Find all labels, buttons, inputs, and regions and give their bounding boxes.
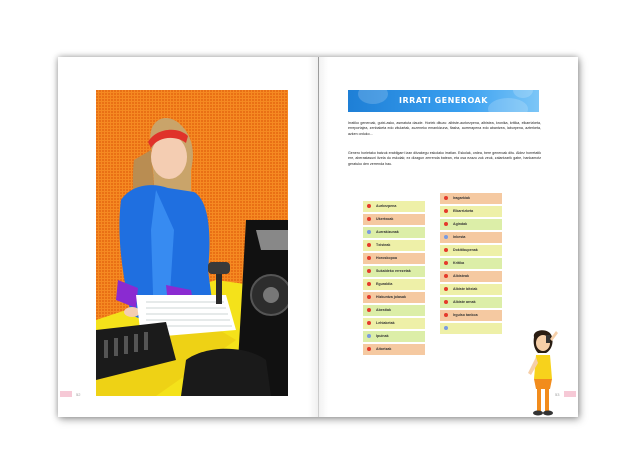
genre-item — [440, 284, 502, 295]
genre-item — [363, 318, 425, 329]
genre-item — [363, 266, 425, 277]
genre-item — [440, 232, 502, 243]
genre-label: Albiste bitxiak — [453, 287, 478, 291]
genre-column-1 — [363, 201, 425, 357]
genre-item — [440, 245, 502, 256]
page-number-left: 52 — [76, 392, 81, 397]
section-title-bar — [348, 90, 539, 112]
bullet-dot-icon — [367, 230, 371, 234]
genre-label: Eguraldia — [376, 282, 393, 286]
intro-paragraph-2: Genero horietako batzuk erabilgarri izan ditzakegu eskolako irratian. Eskolak, ordea, bere generoak ditu. Aldez horretatik ere, aberastasuni itzela du eskolak; ez dizagun zerrenda batean, eta osa ezazu zuk zeuk, zalantzarik gabe, hankamotz geratuko den zerrenda hau. — [348, 151, 541, 166]
genre-label: Sukaldeko errezetak — [376, 269, 411, 273]
bullet-dot-icon — [444, 235, 448, 239]
page-tab-right — [564, 391, 576, 397]
cartoon-girl-illustration — [520, 327, 570, 419]
bullet-dot-icon — [367, 334, 371, 338]
genre-item — [363, 253, 425, 264]
bullet-dot-icon — [367, 243, 371, 247]
genre-item — [363, 344, 425, 355]
genre-item — [440, 310, 502, 321]
page-title: IRRATI GENEROAK — [399, 96, 488, 105]
genre-item — [363, 305, 425, 316]
bullet-dot-icon — [444, 196, 448, 200]
bullet-dot-icon — [367, 269, 371, 273]
bullet-dot-icon — [367, 217, 371, 221]
bullet-dot-icon — [367, 321, 371, 325]
genre-item — [440, 206, 502, 217]
bullet-dot-icon — [367, 282, 371, 286]
genre-label: Ukertxoak — [376, 217, 394, 221]
genre-item — [363, 292, 425, 303]
bullet-dot-icon — [444, 261, 448, 265]
book-gutter — [318, 57, 319, 417]
photo-illustration — [96, 90, 288, 396]
bullet-dot-icon — [444, 313, 448, 317]
genre-label: Txisteak — [376, 243, 391, 247]
genre-label: Hizkuntza jolasak — [376, 295, 406, 299]
genre-label: Iragarkiak — [453, 196, 470, 200]
genre-label: Agindak — [453, 222, 468, 226]
bullet-dot-icon — [444, 300, 448, 304]
genre-label: Albisteak — [453, 274, 469, 278]
genre-item — [440, 193, 502, 204]
genre-label: Elkarrizketa — [453, 209, 474, 213]
bullet-dot-icon — [367, 308, 371, 312]
bullet-dot-icon — [444, 326, 448, 330]
genre-label: Horoskopoa — [376, 256, 397, 260]
genre-item — [440, 297, 502, 308]
genre-label: Aurrakizunak — [376, 230, 399, 234]
book-spread — [58, 57, 578, 417]
page-tab-left — [60, 391, 72, 397]
genre-label: Irgulso tankoa — [453, 313, 478, 317]
page-number-right: 53 — [555, 392, 560, 397]
genre-item — [440, 258, 502, 269]
genre-item — [363, 214, 425, 225]
genre-item — [363, 240, 425, 251]
genre-label: Kritika — [453, 261, 465, 265]
bullet-dot-icon — [367, 347, 371, 351]
genre-label: Lehiaketak — [376, 321, 395, 325]
photo-girl-at-mixer — [96, 90, 288, 396]
bullet-dot-icon — [367, 256, 371, 260]
genre-label: Abestiak — [376, 308, 391, 312]
intro-paragraph-1: Irratiko generoak, gutxi-asko, asmatuta daude. Horiek dituzu: albiste-aurkezpena, albistea, kronika, kritika, elkarrizketa, erreportajea, zenbaketa edo zitulartak, zuzeneko emankizuna, flasha, aurrerapena edo abantzea, laburpena, azterketa, azken orduko... — [348, 121, 541, 136]
bullet-dot-icon — [444, 209, 448, 213]
genre-label: Aitortzak — [376, 347, 392, 351]
bullet-dot-icon — [444, 248, 448, 252]
bullet-dot-icon — [367, 295, 371, 299]
genre-item — [440, 219, 502, 230]
genre-item — [363, 227, 425, 238]
genre-item — [440, 271, 502, 282]
genre-item — [363, 201, 425, 212]
bullet-dot-icon — [444, 222, 448, 226]
genre-label: Aurkezpena — [376, 204, 397, 208]
genre-label: Dokitibupenak — [453, 248, 478, 252]
bullet-dot-icon — [444, 287, 448, 291]
genre-column-2 — [440, 193, 502, 336]
genre-label: Albiste arnak — [453, 300, 476, 304]
bullet-dot-icon — [367, 204, 371, 208]
genre-item — [363, 331, 425, 342]
genre-item — [363, 279, 425, 290]
genre-label: Inkesta — [453, 235, 466, 239]
genre-item — [440, 323, 502, 334]
bullet-dot-icon — [444, 274, 448, 278]
genre-label: Ipuinak — [376, 334, 389, 338]
